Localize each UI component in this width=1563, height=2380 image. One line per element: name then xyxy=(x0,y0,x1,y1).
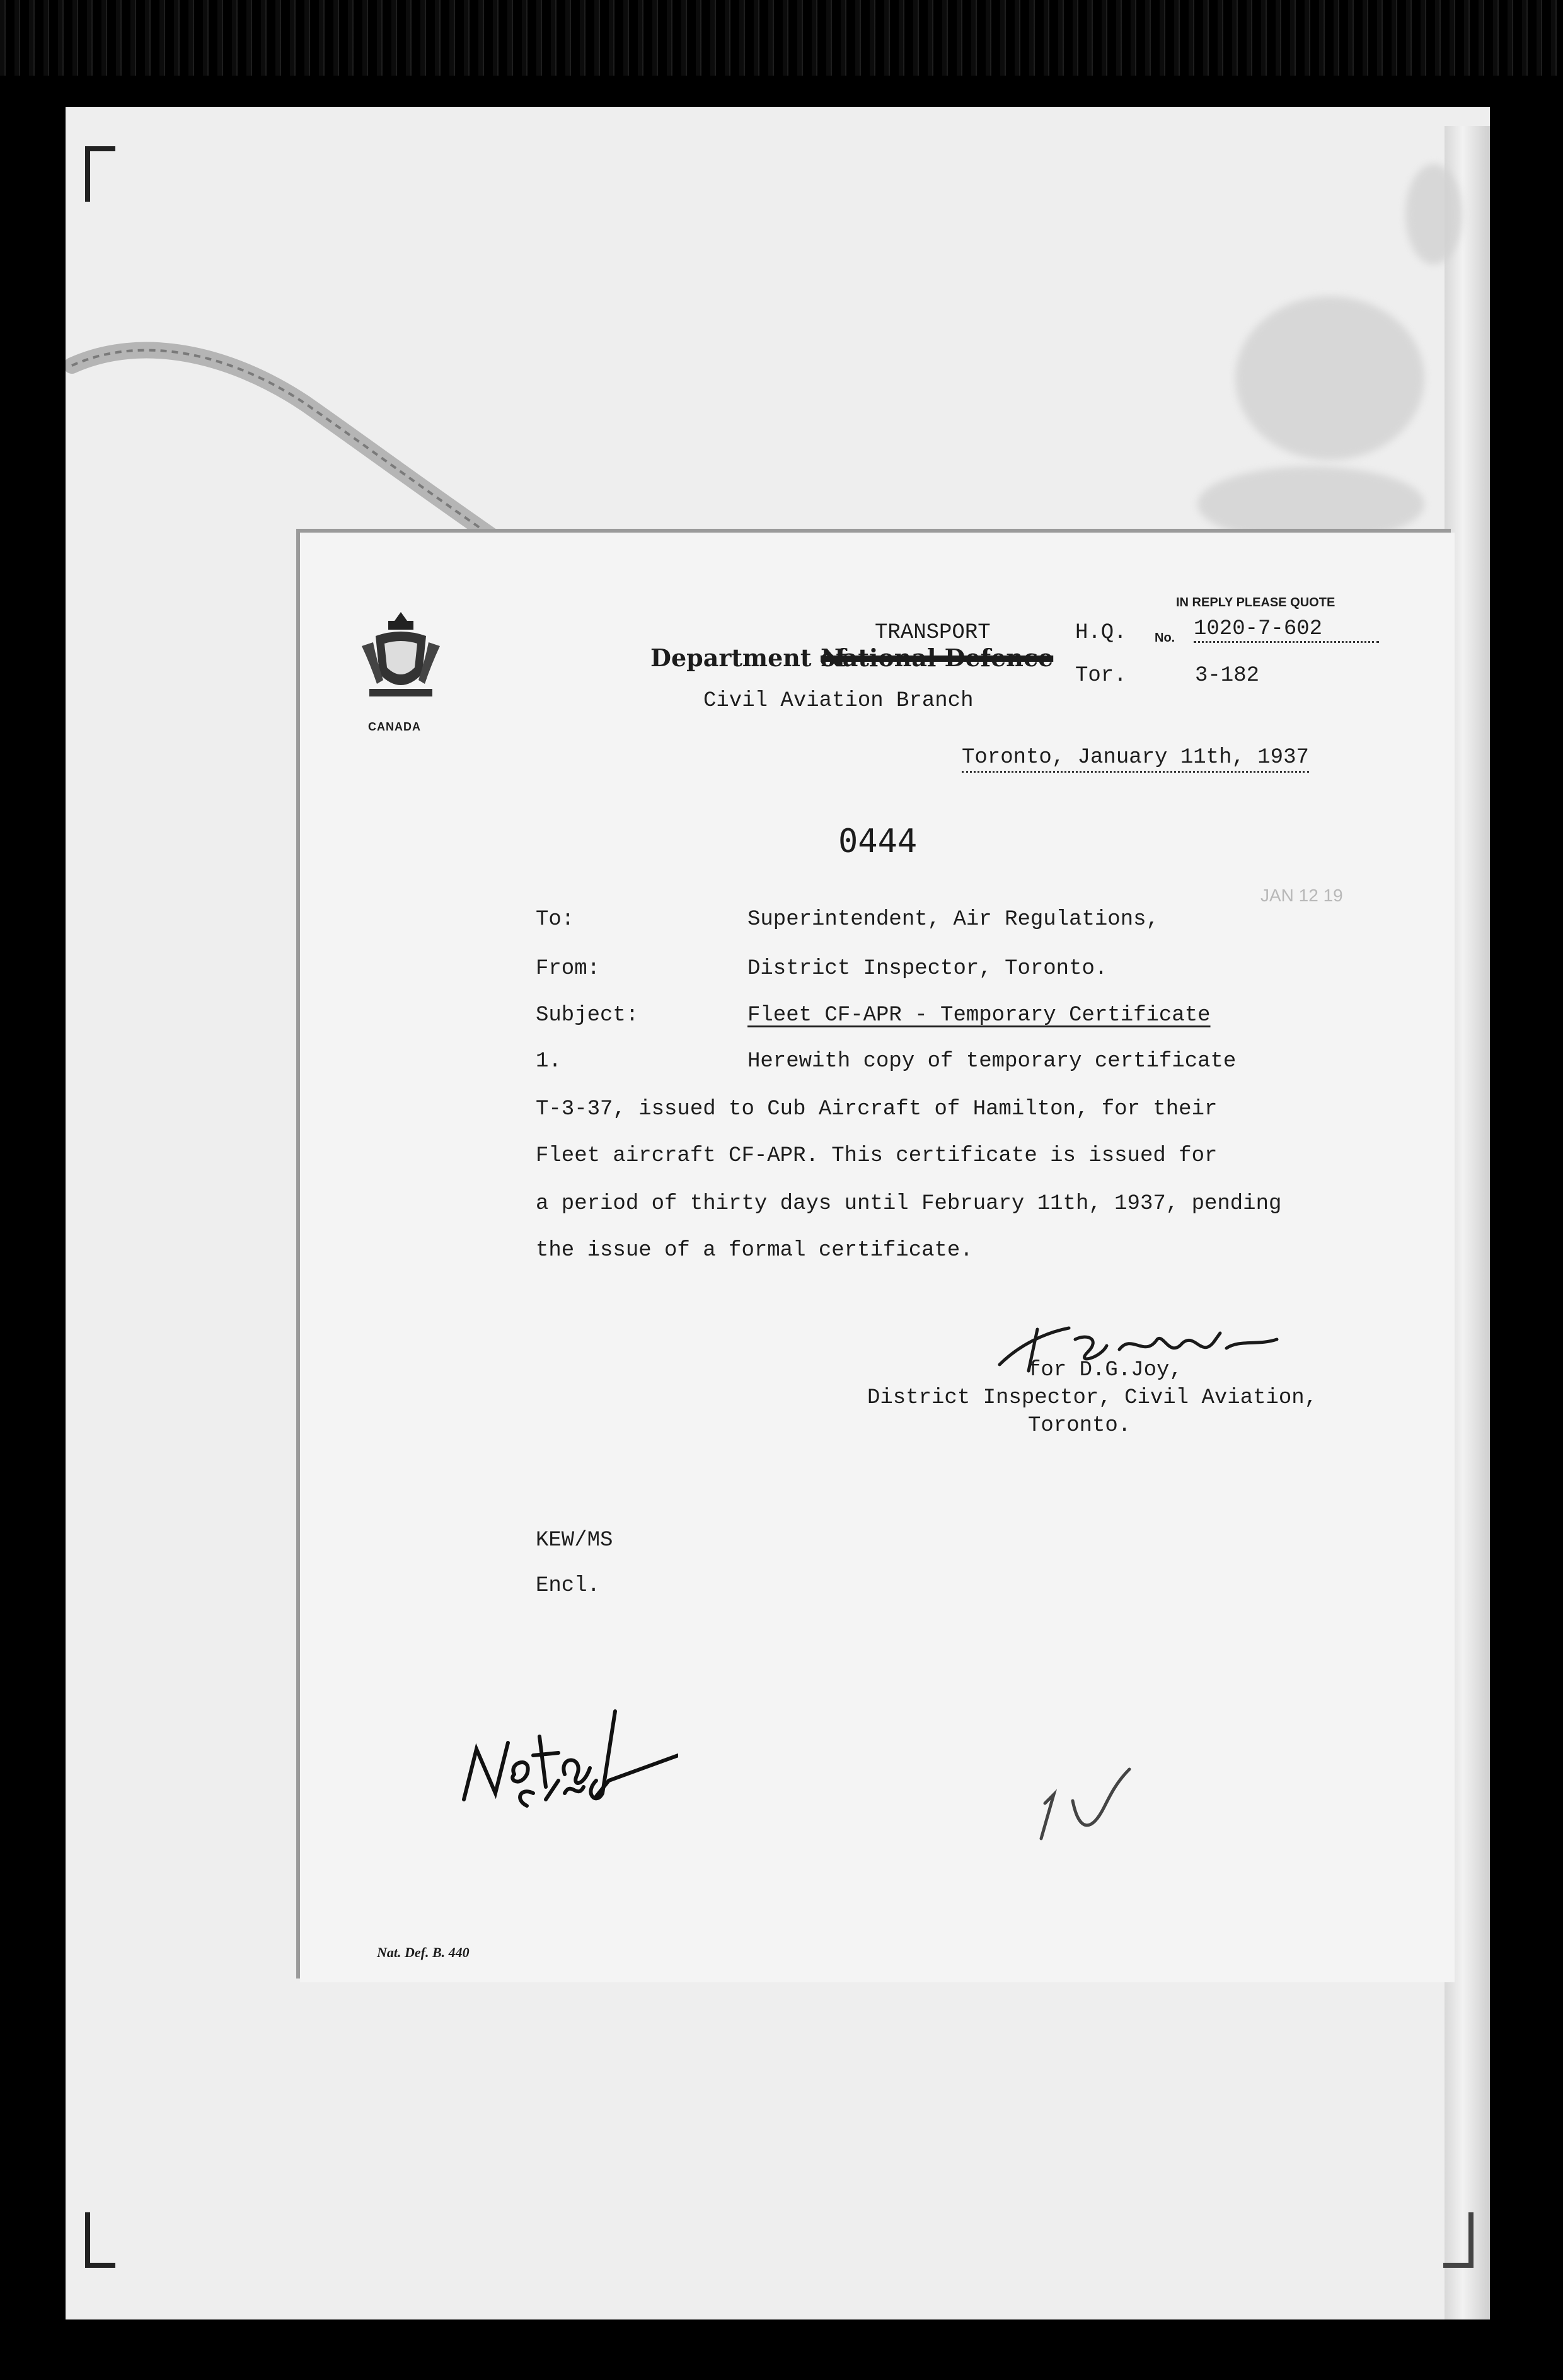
crop-mark-bottom-left xyxy=(85,2212,115,2268)
hq-file-number: 1020-7-602 xyxy=(1194,617,1379,643)
hq-label: H.Q. xyxy=(1075,621,1127,645)
paragraph-number: 1. xyxy=(536,1049,562,1073)
from-value: District Inspector, Toronto. xyxy=(747,957,1108,981)
signature-title: District Inspector, Civil Aviation, xyxy=(867,1386,1318,1410)
ministry-overwrite: TRANSPORT xyxy=(875,621,991,645)
noted-annotation xyxy=(451,1673,678,1818)
from-label: From: xyxy=(536,957,601,981)
body-line: Fleet aircraft CF-APR. This certificate is issued for xyxy=(536,1144,1218,1168)
canada-crest-icon xyxy=(357,608,445,703)
subject-value: Fleet CF-APR - Temporary Certificate xyxy=(747,1003,1211,1027)
file-number: 0444 xyxy=(838,823,918,860)
crop-mark-bottom-right xyxy=(1443,2212,1474,2268)
department-prefix: Department of xyxy=(650,644,846,672)
enclosure-note: Encl. xyxy=(536,1574,601,1598)
crop-mark-top-left xyxy=(85,146,115,202)
branch-name: Civil Aviation Branch xyxy=(703,689,974,713)
date-line: Toronto, January 11th, 1937 xyxy=(962,746,1309,773)
to-label: To: xyxy=(536,908,575,932)
film-edge xyxy=(0,0,1563,76)
handwritten-number xyxy=(1022,1763,1148,1845)
paper-crease xyxy=(66,328,519,555)
water-stain xyxy=(1197,466,1424,542)
water-stain xyxy=(1405,164,1462,265)
to-value: Superintendent, Air Regulations, xyxy=(747,908,1159,932)
signature-location: Toronto. xyxy=(1028,1414,1131,1438)
form-number: Nat. Def. B. 440 xyxy=(377,1944,470,1960)
body-line: the issue of a formal certificate. xyxy=(536,1239,973,1262)
body-line: Herewith copy of temporary certificate xyxy=(747,1049,1237,1073)
crest-caption: CANADA xyxy=(368,720,421,733)
reply-quote-note: IN REPLY PLEASE QUOTE xyxy=(1176,596,1335,609)
body-line: a period of thirty days until February 11th, 1937, pending xyxy=(536,1192,1282,1216)
subject-label: Subject: xyxy=(536,1003,639,1027)
no-label: No. xyxy=(1155,631,1175,645)
typist-initials: KEW/MS xyxy=(536,1528,613,1552)
body-line: T-3-37, issued to Cub Aircraft of Hamilton, for their xyxy=(536,1097,1218,1121)
tor-file-number: 3-182 xyxy=(1195,664,1260,688)
tor-label: Tor. xyxy=(1075,664,1127,688)
signature-for: for D.G.Joy, xyxy=(1028,1358,1182,1382)
water-stain xyxy=(1235,296,1424,460)
handwritten-number-text: 12 xyxy=(1022,1763,1024,1764)
received-stamp: JAN 12 19 xyxy=(1260,886,1343,905)
memo-letter xyxy=(300,533,1455,1982)
department-struck-name: National Defence xyxy=(821,644,1054,672)
